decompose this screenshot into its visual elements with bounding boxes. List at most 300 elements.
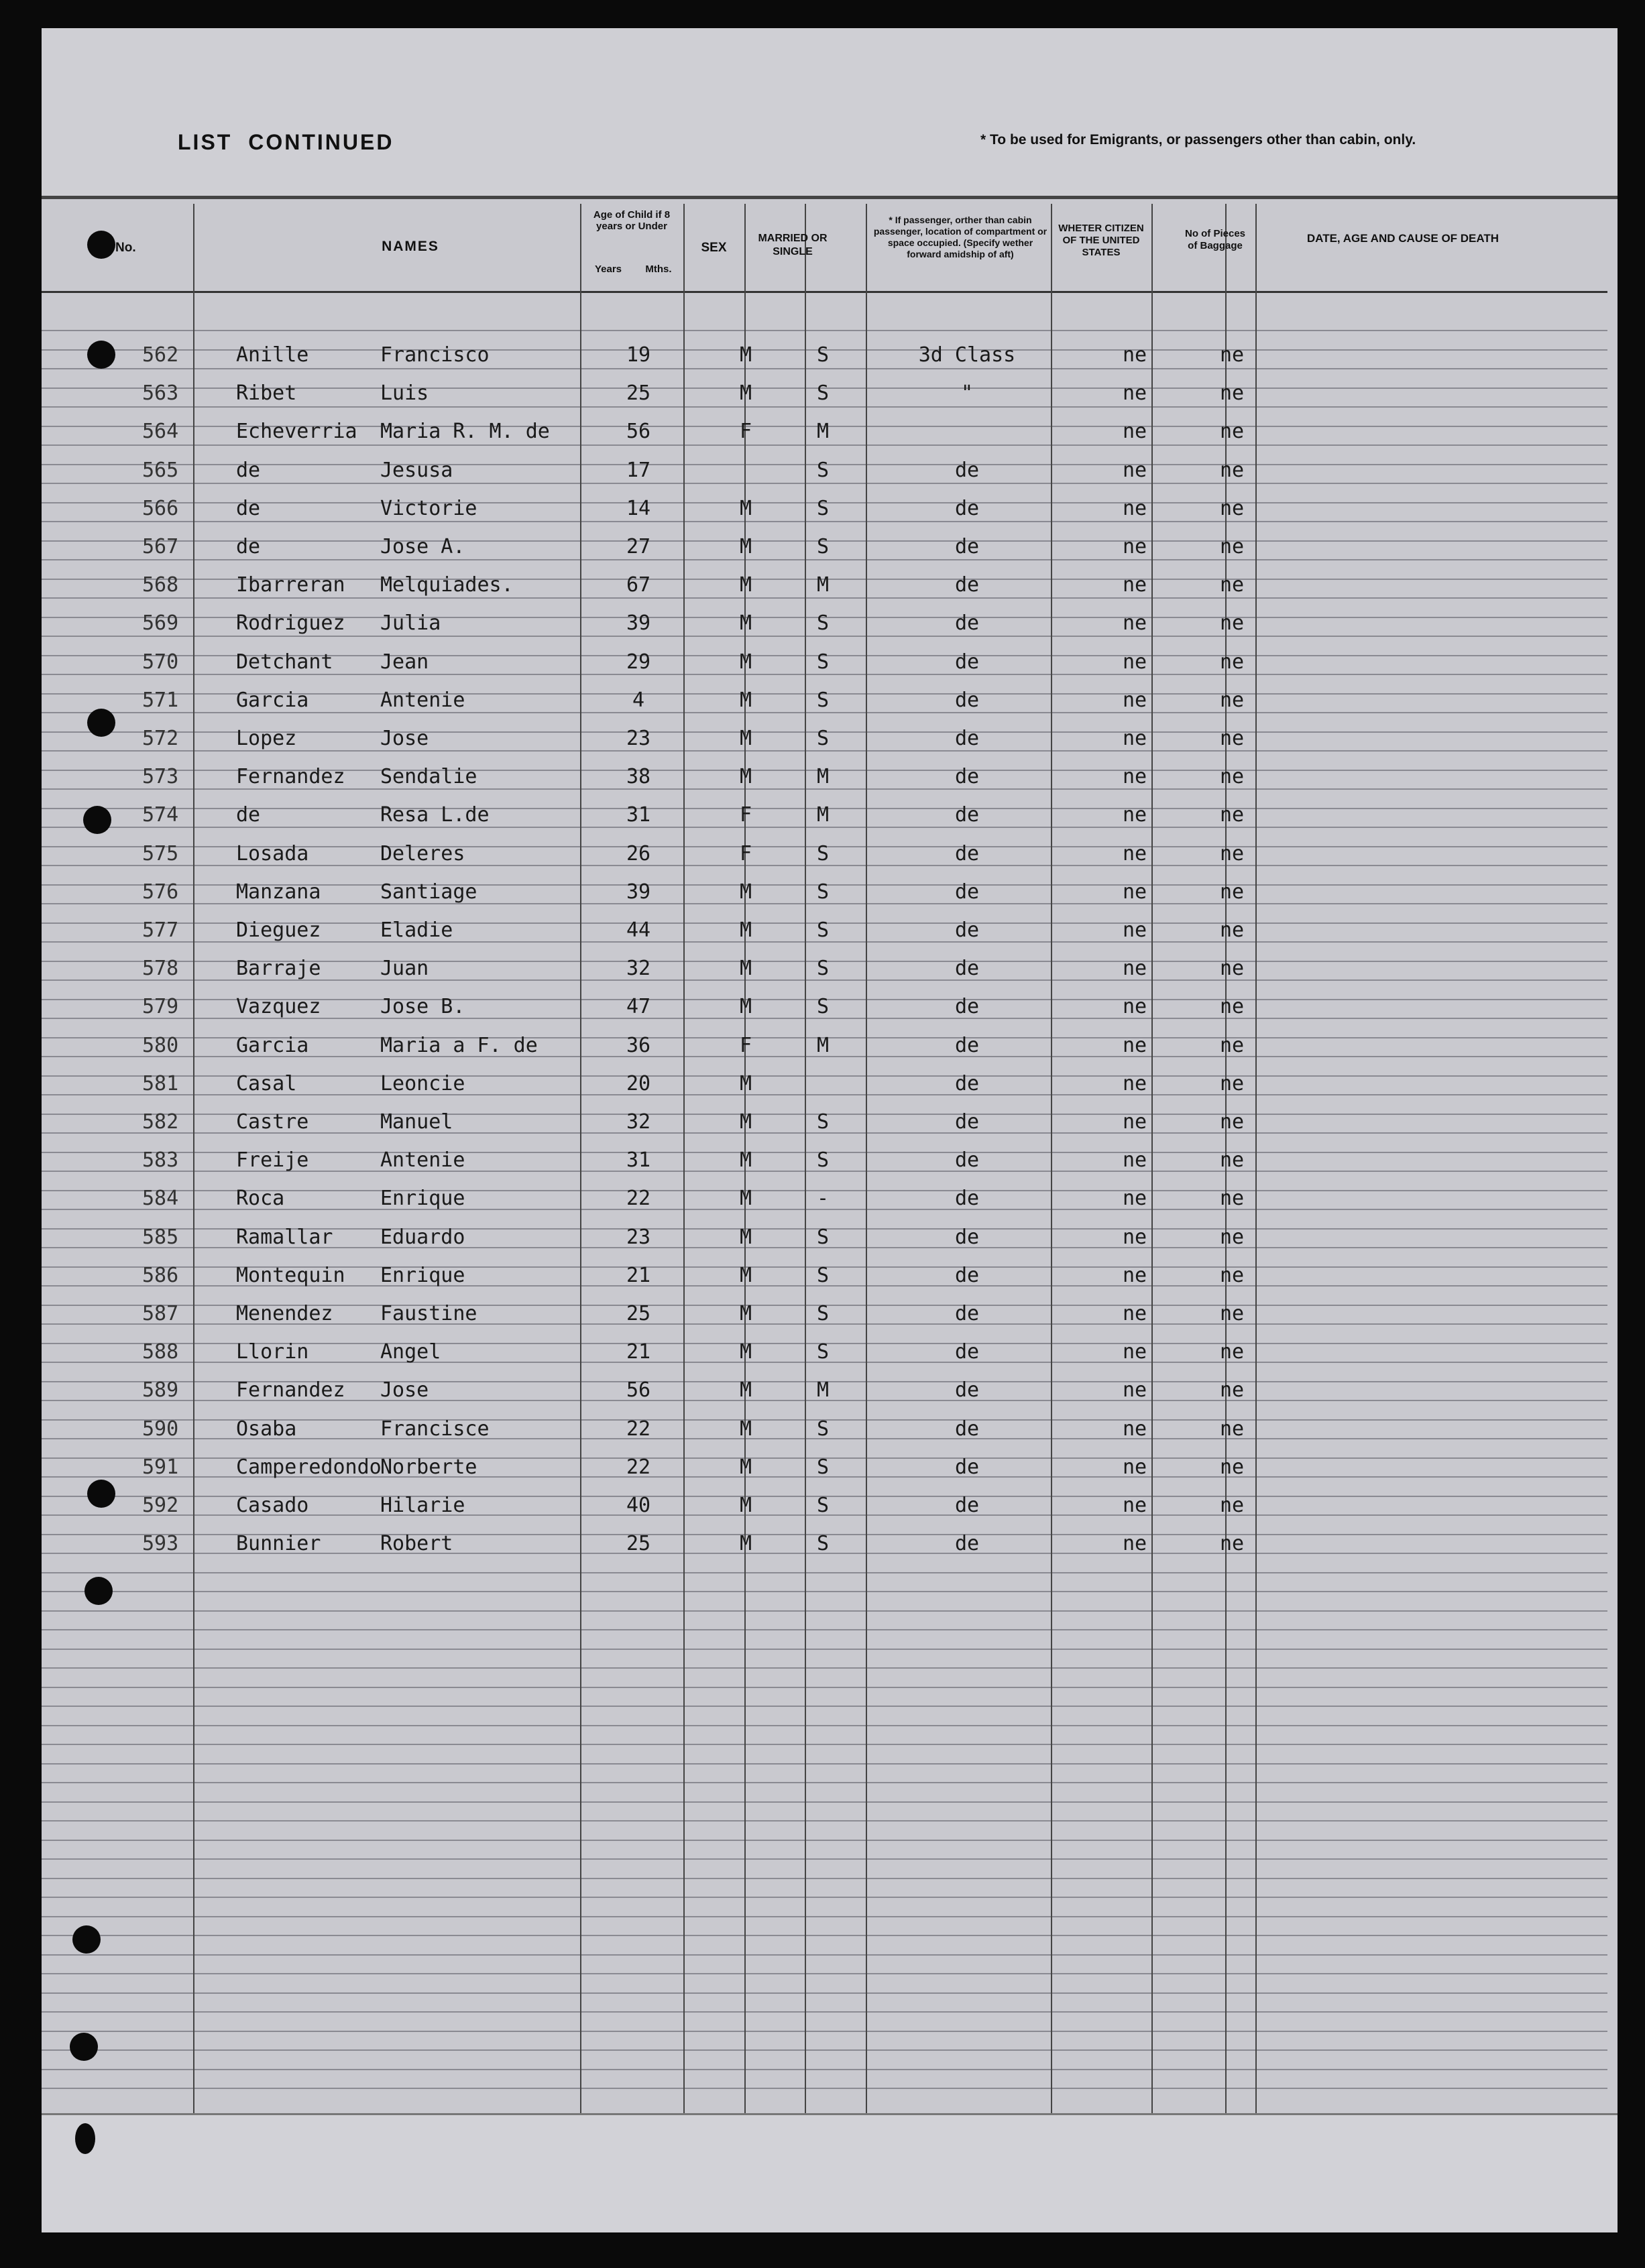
marital-status: S <box>816 1264 830 1287</box>
location: de <box>954 1455 980 1479</box>
age: 44 <box>626 918 651 942</box>
given-name: Antenie <box>380 689 465 712</box>
surname: Lopez <box>236 727 297 750</box>
given-name: Jose <box>380 727 429 750</box>
citizen: ne <box>1122 995 1147 1018</box>
surname: Llorin <box>236 1340 309 1364</box>
sex: M <box>739 1264 752 1287</box>
age: 39 <box>626 880 651 904</box>
row-number: 564 <box>142 420 179 443</box>
citizen: ne <box>1122 381 1147 405</box>
surname: Ibarreran <box>236 573 345 597</box>
location: de <box>954 842 980 866</box>
row-number: 572 <box>142 727 179 750</box>
column-divider <box>580 204 581 2121</box>
header-divider <box>42 291 1607 293</box>
sex: M <box>739 381 752 405</box>
ruled-line <box>42 1725 1607 1726</box>
sex: M <box>739 1532 752 1555</box>
ruled-line <box>42 674 1607 675</box>
surname: Vazquez <box>236 995 321 1018</box>
given-name: Norberte <box>380 1455 477 1479</box>
ruled-line <box>42 1935 1607 1936</box>
marital-status: M <box>816 573 830 597</box>
location: de <box>954 1226 980 1249</box>
sex: M <box>739 880 752 904</box>
column-divider <box>866 204 867 2121</box>
baggage: ne <box>1219 1148 1245 1172</box>
row-number: 584 <box>142 1187 179 1210</box>
location: de <box>954 689 980 712</box>
age: 47 <box>626 995 651 1018</box>
age: 20 <box>626 1072 651 1095</box>
binder-hole <box>83 806 111 834</box>
baggage: ne <box>1219 1455 1245 1479</box>
binder-hole <box>84 1577 113 1605</box>
surname: Casado <box>236 1494 309 1517</box>
location: de <box>954 1034 980 1057</box>
row-number: 592 <box>142 1494 179 1517</box>
given-name: Juan <box>380 957 429 980</box>
baggage: ne <box>1219 995 1245 1018</box>
location: de <box>954 1302 980 1325</box>
row-number: 589 <box>142 1378 179 1402</box>
baggage: ne <box>1219 727 1245 750</box>
given-name: Antenie <box>380 1148 465 1172</box>
marital-status: S <box>816 727 830 750</box>
marital-status: S <box>816 689 830 712</box>
citizen: ne <box>1122 880 1147 904</box>
location: de <box>954 1417 980 1441</box>
binder-hole <box>87 1480 115 1508</box>
location: de <box>954 1532 980 1555</box>
surname: Osaba <box>236 1417 297 1441</box>
ruled-line <box>42 2069 1607 2070</box>
header-no: No. <box>115 241 136 255</box>
baggage: ne <box>1219 1378 1245 1402</box>
sex: M <box>739 727 752 750</box>
header-married: MARRIED OR SINGLE <box>758 233 828 257</box>
given-name: Hilarie <box>380 1494 465 1517</box>
citizen: ne <box>1122 1187 1147 1210</box>
ruled-line <box>42 1591 1607 1592</box>
given-name: Sendalie <box>380 765 477 788</box>
baggage: ne <box>1219 1417 1245 1441</box>
age: 22 <box>626 1417 651 1441</box>
sex: M <box>739 1148 752 1172</box>
row-number: 573 <box>142 765 179 788</box>
marital-status: S <box>816 1110 830 1134</box>
column-divider <box>1255 204 1257 2121</box>
ruled-line <box>42 1897 1607 1898</box>
baggage: ne <box>1219 1302 1245 1325</box>
age: 31 <box>626 1148 651 1172</box>
row-number: 583 <box>142 1148 179 1172</box>
ruled-line <box>42 788 1607 790</box>
row-number: 577 <box>142 918 179 942</box>
row-number: 568 <box>142 573 179 597</box>
surname: Manzana <box>236 880 321 904</box>
baggage: ne <box>1219 611 1245 635</box>
location: de <box>954 765 980 788</box>
location: de <box>954 1494 980 1517</box>
header-citizen: WHETER CITIZEN OF THE UNITED STATES <box>1058 223 1144 258</box>
sex: F <box>739 803 752 827</box>
marital-status: M <box>816 1034 830 1057</box>
sex: M <box>739 611 752 635</box>
marital-status: S <box>816 880 830 904</box>
surname: Garcia <box>236 689 309 712</box>
ruled-line <box>42 1763 1607 1765</box>
citizen: ne <box>1122 1148 1147 1172</box>
header-mths: Mths. <box>645 263 672 275</box>
age: 56 <box>626 1378 651 1402</box>
citizen: ne <box>1122 650 1147 674</box>
citizen: ne <box>1122 611 1147 635</box>
age: 26 <box>626 842 651 866</box>
surname: Detchant <box>236 650 333 674</box>
binder-hole <box>87 709 115 737</box>
baggage: ne <box>1219 957 1245 980</box>
ruled-line <box>42 1954 1607 1956</box>
ruled-line <box>42 1858 1607 1860</box>
ruled-line <box>42 597 1607 599</box>
marital-status: S <box>816 918 830 942</box>
citizen: ne <box>1122 1226 1147 1249</box>
location: de <box>954 1378 980 1402</box>
ruled-line <box>42 483 1607 484</box>
marital-status: S <box>816 459 830 482</box>
ruled-line <box>42 1992 1607 1994</box>
surname: Ramallar <box>236 1226 333 1249</box>
surname: de <box>236 497 261 520</box>
row-number: 574 <box>142 803 179 827</box>
baggage: ne <box>1219 535 1245 558</box>
age: 19 <box>626 343 651 367</box>
header-death: DATE, AGE AND CAUSE OF DEATH <box>1306 232 1499 245</box>
location: de <box>954 1148 980 1172</box>
location: 3d Class <box>918 343 1016 367</box>
surname: Bunnier <box>236 1532 321 1555</box>
marital-status: S <box>816 497 830 520</box>
ruled-line <box>42 1649 1607 1650</box>
ruled-line <box>42 406 1607 408</box>
surname: Garcia <box>236 1034 309 1057</box>
marital-status: S <box>816 1455 830 1479</box>
age: 67 <box>626 573 651 597</box>
row-number: 563 <box>142 381 179 405</box>
row-number: 569 <box>142 611 179 635</box>
sex: M <box>739 573 752 597</box>
row-number: 588 <box>142 1340 179 1364</box>
baggage: ne <box>1219 343 1245 367</box>
surname: de <box>236 459 261 482</box>
age: 22 <box>626 1455 651 1479</box>
citizen: ne <box>1122 343 1147 367</box>
marital-status: S <box>816 343 830 367</box>
marital-status: S <box>816 1532 830 1555</box>
binder-hole <box>87 231 115 259</box>
column-divider <box>193 204 194 2121</box>
sex: F <box>739 842 752 866</box>
sex: M <box>739 765 752 788</box>
citizen: ne <box>1122 918 1147 942</box>
marital-status: S <box>816 995 830 1018</box>
location: de <box>954 918 980 942</box>
location: de <box>954 803 980 827</box>
baggage: ne <box>1219 1072 1245 1095</box>
ruled-line <box>42 1801 1607 1803</box>
surname: de <box>236 535 261 558</box>
citizen: ne <box>1122 1034 1147 1057</box>
age: 23 <box>626 727 651 750</box>
row-number: 562 <box>142 343 179 367</box>
baggage: ne <box>1219 880 1245 904</box>
baggage: ne <box>1219 573 1245 597</box>
ruled-line <box>42 1820 1607 1822</box>
age: 29 <box>626 650 651 674</box>
baggage: ne <box>1219 1264 1245 1287</box>
row-number: 586 <box>142 1264 179 1287</box>
baggage: ne <box>1219 381 1245 405</box>
sex: M <box>739 1302 752 1325</box>
sex: F <box>739 1034 752 1057</box>
surname: de <box>236 803 261 827</box>
baggage: ne <box>1219 689 1245 712</box>
page-header <box>42 28 1618 199</box>
row-number: 566 <box>142 497 179 520</box>
row-number: 581 <box>142 1072 179 1095</box>
location: de <box>954 1110 980 1134</box>
citizen: ne <box>1122 765 1147 788</box>
marital-status: M <box>816 420 830 443</box>
sex: M <box>739 343 752 367</box>
given-name: Maria a F. de <box>380 1034 538 1057</box>
header-sex: SEX <box>701 241 727 255</box>
row-number: 575 <box>142 842 179 866</box>
column-divider <box>1051 204 1052 2121</box>
citizen: ne <box>1122 497 1147 520</box>
age: 25 <box>626 1532 651 1555</box>
location: " <box>960 381 974 405</box>
header-location: * If passenger, orther than cabin passenger, location of compartment or space occupied. (Specify wether forward amidship of aft) <box>873 215 1047 259</box>
sex: M <box>739 689 752 712</box>
baggage: ne <box>1219 1340 1245 1364</box>
citizen: ne <box>1122 535 1147 558</box>
citizen: ne <box>1122 1532 1147 1555</box>
ruled-line <box>42 1973 1607 1974</box>
sex: M <box>739 1340 752 1364</box>
citizen: ne <box>1122 803 1147 827</box>
age: 21 <box>626 1340 651 1364</box>
citizen: ne <box>1122 842 1147 866</box>
surname: Roca <box>236 1187 285 1210</box>
row-number: 570 <box>142 650 179 674</box>
citizen: ne <box>1122 1264 1147 1287</box>
baggage: ne <box>1219 1532 1245 1555</box>
given-name: Resa L.de <box>380 803 490 827</box>
age: 38 <box>626 765 651 788</box>
row-number: 578 <box>142 957 179 980</box>
surname: Castre <box>236 1110 309 1134</box>
ruled-line <box>42 2011 1607 2013</box>
page-title: LIST CONTINUED <box>178 130 394 154</box>
age: 56 <box>626 420 651 443</box>
baggage: ne <box>1219 842 1245 866</box>
citizen: ne <box>1122 1378 1147 1402</box>
baggage: ne <box>1219 1034 1245 1057</box>
ruled-line <box>42 330 1607 331</box>
baggage: ne <box>1219 1226 1245 1249</box>
row-number: 576 <box>142 880 179 904</box>
citizen: ne <box>1122 689 1147 712</box>
sex: M <box>739 995 752 1018</box>
location: de <box>954 995 980 1018</box>
surname: Ribet <box>236 381 297 405</box>
baggage: ne <box>1219 765 1245 788</box>
location: de <box>954 611 980 635</box>
column-divider <box>683 204 685 2121</box>
ruled-line <box>42 827 1607 828</box>
sex: M <box>739 1226 752 1249</box>
surname: Fernandez <box>236 765 345 788</box>
baggage: ne <box>1219 918 1245 942</box>
citizen: ne <box>1122 1110 1147 1134</box>
header-age: Age of Child if 8 years or Under <box>593 209 671 232</box>
ruled-line <box>42 368 1607 369</box>
header-names: NAMES <box>382 239 439 254</box>
surname: Freije <box>236 1148 309 1172</box>
baggage: ne <box>1219 459 1245 482</box>
sex: M <box>739 1072 752 1095</box>
marital-status: S <box>816 1148 830 1172</box>
citizen: ne <box>1122 1494 1147 1517</box>
ruled-line <box>42 1840 1607 1841</box>
given-name: Jose A. <box>380 535 465 558</box>
sex: M <box>739 650 752 674</box>
ruled-line <box>42 750 1607 752</box>
location: de <box>954 535 980 558</box>
citizen: ne <box>1122 1340 1147 1364</box>
ruled-line <box>42 1629 1607 1630</box>
location: de <box>954 1340 980 1364</box>
location: de <box>954 1072 980 1095</box>
page-footer <box>42 2113 1618 2232</box>
given-name: Enrique <box>380 1264 465 1287</box>
age: 31 <box>626 803 651 827</box>
baggage: ne <box>1219 650 1245 674</box>
citizen: ne <box>1122 420 1147 443</box>
given-name: Jose B. <box>380 995 465 1018</box>
sex: M <box>739 1187 752 1210</box>
sex: F <box>739 420 752 443</box>
ruled-line <box>42 1744 1607 1745</box>
surname: Rodriguez <box>236 611 345 635</box>
citizen: ne <box>1122 1455 1147 1479</box>
marital-status: S <box>816 611 830 635</box>
baggage: ne <box>1219 1494 1245 1517</box>
marital-status: S <box>816 957 830 980</box>
marital-status: S <box>816 1226 830 1249</box>
baggage: ne <box>1219 1110 1245 1134</box>
sex: M <box>739 497 752 520</box>
surname: Echeverria <box>236 420 357 443</box>
age: 39 <box>626 611 651 635</box>
emigrant-note: * To be used for Emigrants, or passengers other than cabin, only. <box>980 132 1416 147</box>
ruled-line <box>42 521 1607 522</box>
marital-status: S <box>816 1302 830 1325</box>
row-number: 590 <box>142 1417 179 1441</box>
location: de <box>954 957 980 980</box>
ruled-line <box>42 2031 1607 2032</box>
ruled-line <box>42 1667 1607 1669</box>
citizen: ne <box>1122 1072 1147 1095</box>
surname: Barraje <box>236 957 321 980</box>
age: 21 <box>626 1264 651 1287</box>
ruled-line <box>42 1782 1607 1783</box>
location: de <box>954 880 980 904</box>
location: de <box>954 1264 980 1287</box>
binder-hole <box>87 341 115 369</box>
row-number: 580 <box>142 1034 179 1057</box>
ruled-line <box>42 1878 1607 1879</box>
given-name: Jose <box>380 1378 429 1402</box>
given-name: Manuel <box>380 1110 453 1134</box>
age: 14 <box>626 497 651 520</box>
citizen: ne <box>1122 459 1147 482</box>
marital-status: M <box>816 765 830 788</box>
binder-hole <box>72 1925 101 1954</box>
baggage: ne <box>1219 1187 1245 1210</box>
location: de <box>954 650 980 674</box>
ruled-line <box>42 559 1607 560</box>
given-name: Eladie <box>380 918 453 942</box>
baggage: ne <box>1219 497 1245 520</box>
age: 17 <box>626 459 651 482</box>
ruled-line <box>42 444 1607 446</box>
age: 40 <box>626 1494 651 1517</box>
given-name: Robert <box>380 1532 453 1555</box>
given-name: Jean <box>380 650 429 674</box>
given-name: Luis <box>380 381 429 405</box>
marital-status: S <box>816 842 830 866</box>
ruled-line <box>42 2049 1607 2051</box>
marital-status: S <box>816 650 830 674</box>
ruled-line <box>42 1916 1607 1917</box>
given-name: Francisce <box>380 1417 490 1441</box>
row-number: 587 <box>142 1302 179 1325</box>
sex: M <box>739 535 752 558</box>
age: 32 <box>626 957 651 980</box>
row-number: 567 <box>142 535 179 558</box>
age: 36 <box>626 1034 651 1057</box>
surname: Losada <box>236 842 309 866</box>
given-name: Maria R. M. de <box>380 420 550 443</box>
age: 4 <box>632 689 645 712</box>
age: 32 <box>626 1110 651 1134</box>
given-name: Angel <box>380 1340 441 1364</box>
binder-hole <box>70 2033 98 2061</box>
marital-status: S <box>816 535 830 558</box>
ruled-line <box>42 1572 1607 1573</box>
given-name: Enrique <box>380 1187 465 1210</box>
citizen: ne <box>1122 1417 1147 1441</box>
age: 22 <box>626 1187 651 1210</box>
citizen: ne <box>1122 573 1147 597</box>
surname: Dieguez <box>236 918 321 942</box>
row-number: 591 <box>142 1455 179 1479</box>
sex: M <box>739 1455 752 1479</box>
